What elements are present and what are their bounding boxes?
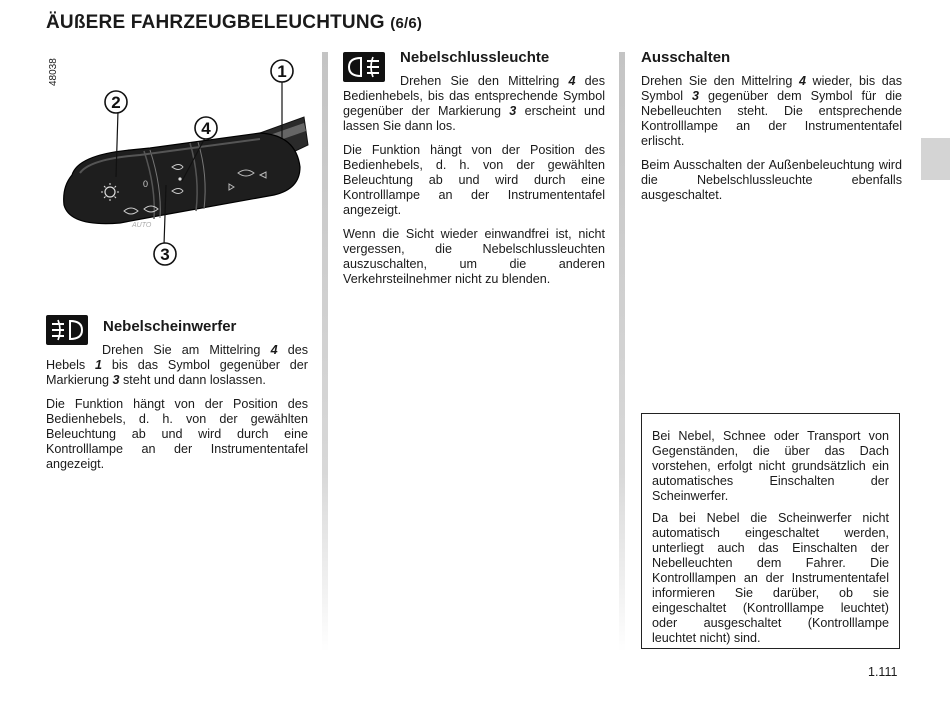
note-paragraph-1: Bei Nebel, Schnee oder Transport von Gegenständen, die über das Dach vorstehen, erfolgt nicht grundsätzlich ein automatisches Einschalten der Scheinwerfer.	[652, 429, 889, 503]
column-divider-left	[322, 52, 328, 652]
switch-off-paragraph-2: Beim Ausschalten der Außenbeleuchtung wird die Nebelschlussleuchte ebenfalls ausgeschaltet.	[641, 158, 902, 202]
switch-off-title: Ausschalten	[641, 49, 731, 66]
svg-text:3: 3	[160, 245, 170, 264]
switch-off-paragraph-1: Drehen Sie den Mittelring 4 wieder, bis das Symbol 3 gegenüber dem Symbol für die Nebelleuchten steht. Die entsprechende Kontrolllampe an der Instrumententafel erlischt.	[641, 74, 903, 148]
svg-text:2: 2	[111, 93, 121, 112]
callout-2	[105, 91, 127, 113]
page-title	[46, 12, 422, 34]
front-fog-paragraph-1: Drehen Sie am Mittelring 4 des Hebels 1 bis das Symbol gegenüber der Markierung 3 steht und dann loslassen.	[46, 343, 308, 387]
callout-4	[195, 117, 217, 139]
front-fog-text	[46, 343, 308, 481]
front-fog-lamp-icon	[46, 315, 88, 345]
page-title-text: ÄUßERE FAHRZEUGBELEUCHTUNG	[46, 12, 385, 33]
page-number: 1.111	[868, 665, 898, 679]
callout-3	[154, 243, 176, 265]
rear-fog-paragraph-3: Wenn die Sicht wieder einwandfrei ist, nicht vergessen, die Nebelschlussleuchten auszuschalten, um die anderen Verkehrsteilnehmer nicht zu blenden.	[343, 227, 605, 286]
page-title-suffix: (6/6)	[390, 15, 423, 32]
callout-1	[271, 60, 293, 82]
front-fog-title: Nebelscheinwerfer	[103, 318, 237, 335]
chapter-tab	[921, 138, 950, 180]
column-divider-right	[619, 52, 625, 652]
switch-off-text	[641, 74, 902, 212]
svg-text:1: 1	[277, 62, 287, 81]
note-paragraph-2: Da bei Nebel die Scheinwerfer nicht automatisch eingeschaltet werden, unterliegt auch das Einschalten der Nebelleuchten dem Fahrer. Die Kontrolllampen an der Instrumententafel informieren Sie darüber, ob sie eingeschaltet (Kontrolllampe leuchtet) oder ausgeschaltet (Kontrolllampe leuchtet nicht) sind.	[652, 511, 889, 645]
front-fog-paragraph-2: Die Funktion hängt von der Position des Bedienhebels, d. h. von der gewählten Beleuchtung ab und wird durch eine Kontrolllampe an der Instrumententafel angezeigt.	[46, 397, 308, 471]
rear-fog-text	[343, 74, 605, 296]
svg-text:4: 4	[201, 119, 211, 138]
svg-text:0: 0	[143, 179, 149, 189]
rear-fog-paragraph-1: Drehen Sie den Mittelring 4 des Bedienhebels, bis das entsprechende Symbol gegenüber der Markierung 3 erscheint und lassen Sie dann los.	[343, 74, 605, 133]
lever-auto-label: AUTO	[132, 222, 152, 229]
light-switch-lever-illustration	[60, 55, 320, 270]
figure-code: 48038	[48, 58, 59, 86]
rear-fog-title: Nebelschlussleuchte	[400, 49, 550, 66]
rear-fog-paragraph-2: Die Funktion hängt von der Position des Bedienhebels, d. h. von der gewählten Beleuchtung ab und wird durch eine Kontrolllampe an der Instrumententafel angezeigt.	[343, 143, 605, 217]
note-box	[641, 413, 900, 649]
